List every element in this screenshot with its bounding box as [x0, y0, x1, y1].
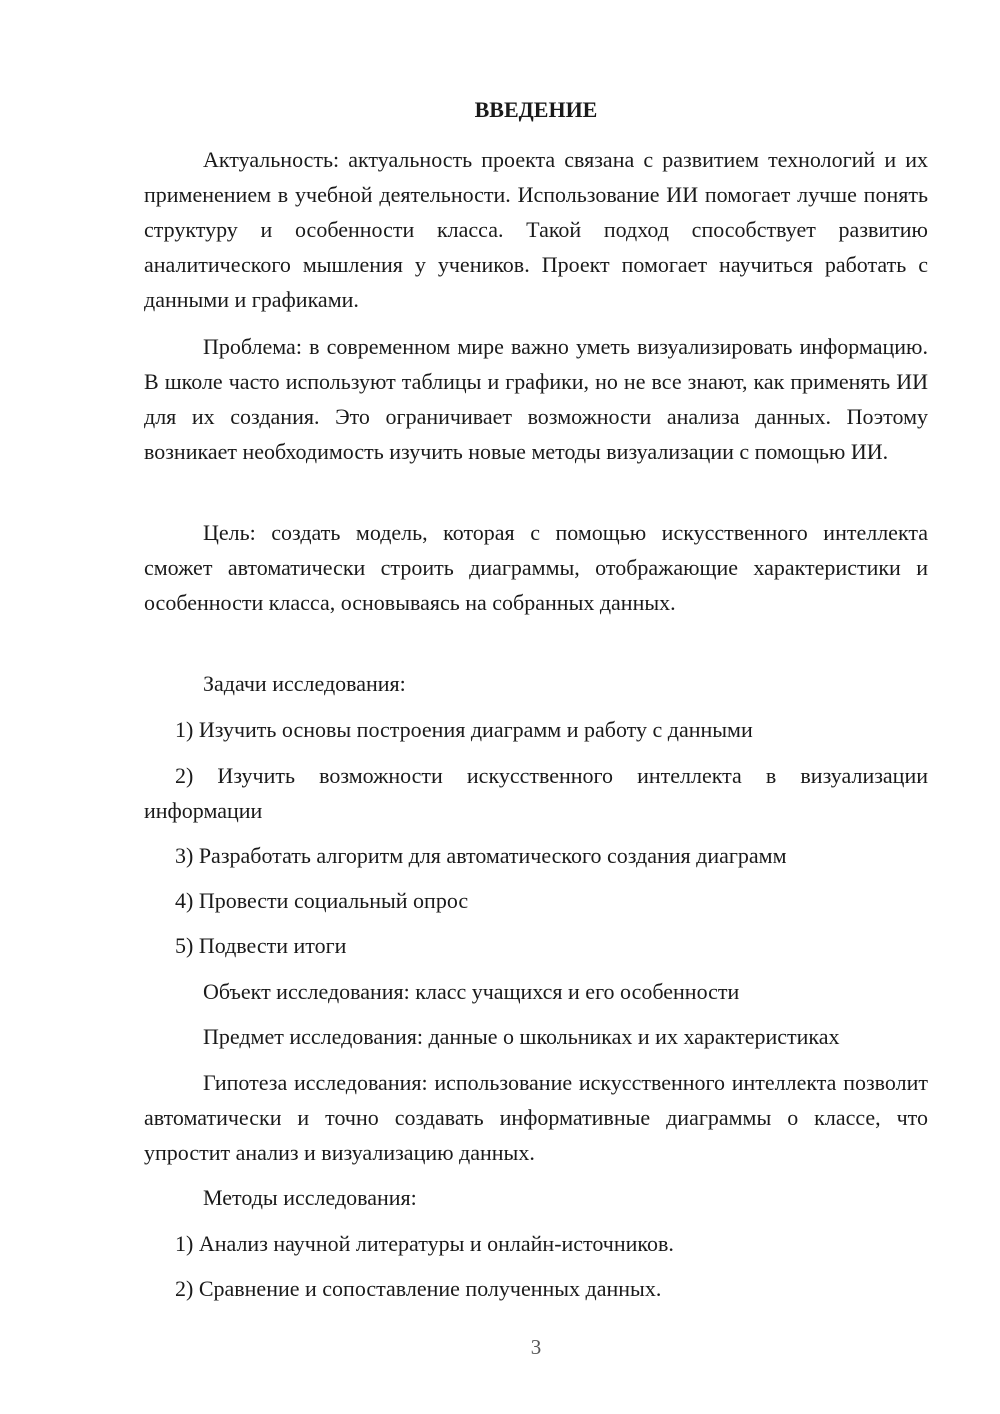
tasks-heading: Задачи исследования: — [203, 671, 406, 696]
task-item-3: 3) Разработать алгоритм для автоматического создания диаграмм — [175, 843, 787, 868]
research-subject: Предмет исследования: данные о школьниках и их характеристиках — [203, 1024, 840, 1049]
method-item-1: 1) Анализ научной литературы и онлайн-источников. — [175, 1231, 674, 1256]
task-item-1: 1) Изучить основы построения диаграмм и работу с данными — [175, 717, 753, 742]
page-number: 3 — [530, 1335, 542, 1359]
task-item-5: 5) Подвести итоги — [175, 933, 347, 958]
page-title: ВВЕДЕНИЕ — [474, 97, 598, 122]
problem-paragraph: Проблема: в современном мире важно уметь визуализировать информацию. В школе часто используют таблицы и графики, но не все знают, как применять ИИ для их создания. Это ограничивает возможности анализа данных. Поэтому возникает необходимость изучить новые методы визуализации с помощью ИИ. — [144, 334, 928, 464]
research-object: Объект исследования: класс учащихся и его особенности — [203, 979, 740, 1004]
methods-heading: Методы исследования: — [203, 1185, 417, 1210]
task-item-2: 2) Изучить возможности искусственного интеллекта в визуализации информации — [144, 763, 928, 823]
relevance-paragraph: Актуальность: актуальность проекта связана с развитием технологий и их применением в учебной деятельности. Использование ИИ помогает лучше понять структуру и особенности класса. Такой подход способствует развитию аналитического мышления у учеников. Проект помогает научиться работать с данными и графиками. — [144, 147, 928, 312]
hypothesis-paragraph: Гипотеза исследования: использование искусственного интеллекта позволит автоматически и точно создавать информативные диаграммы о классе, что упростит анализ и визуализацию данных. — [144, 1070, 928, 1165]
goal-paragraph: Цель: создать модель, которая с помощью искусственного интеллекта сможет автоматически строить диаграммы, отображающие характеристики и особенности класса, основываясь на собранных данных. — [144, 520, 928, 615]
task-item-4: 4) Провести социальный опрос — [175, 888, 469, 913]
method-item-2: 2) Сравнение и сопоставление полученных данных. — [175, 1276, 662, 1301]
